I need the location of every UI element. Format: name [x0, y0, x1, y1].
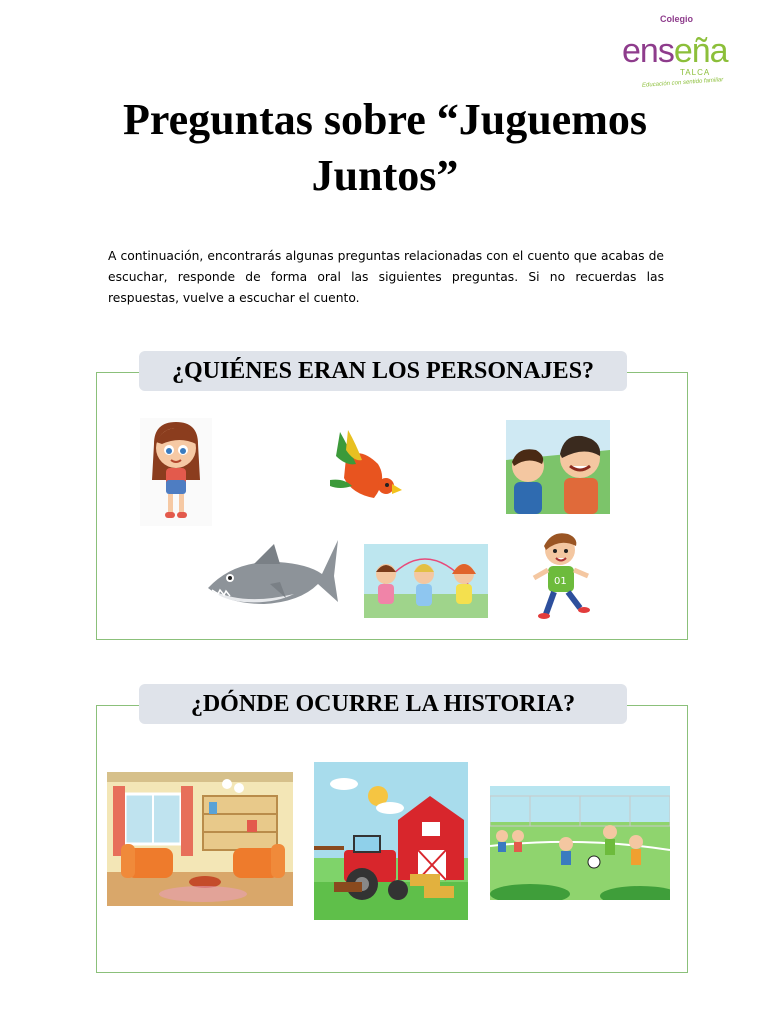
- logo-name-part2: eña: [673, 32, 728, 70]
- svg-text:01: 01: [554, 576, 567, 587]
- page-title: Preguntas sobre “Juguemos Juntos”: [123, 95, 647, 200]
- parrot-image: [326, 428, 404, 504]
- logo-name: [622, 34, 728, 68]
- soccer-field-image: [490, 786, 670, 900]
- places-heading: ¿DÓNDE OCURRE LA HISTORIA?: [139, 684, 627, 724]
- living-room-image: [107, 772, 293, 906]
- intro-paragraph: A continuación, encontrarás algunas preguntas relacionadas con el cuento que acabas de escuchar, responde de forma oral las siguientes preguntas. Si no recuerdas las respuestas, vuelve a escuchar el cuento.: [108, 249, 664, 305]
- school-logo: [618, 12, 742, 96]
- shark-image: [204, 532, 340, 610]
- logo-tagline: Educación con sentido familiar: [641, 77, 724, 89]
- logo-colegio-text: Colegio: [660, 14, 693, 24]
- farm-with-tractor-image: [314, 762, 468, 920]
- characters-heading: ¿QUIÉNES ERAN LOS PERSONAJES?: [139, 351, 627, 391]
- boy-running-image: [530, 530, 594, 624]
- children-jumping-rope-image: [364, 544, 488, 618]
- logo-city: TALCA: [680, 68, 711, 77]
- two-boys-image: [506, 420, 610, 514]
- girl-character-image: [140, 418, 212, 526]
- logo-name-part1: ens: [622, 32, 674, 70]
